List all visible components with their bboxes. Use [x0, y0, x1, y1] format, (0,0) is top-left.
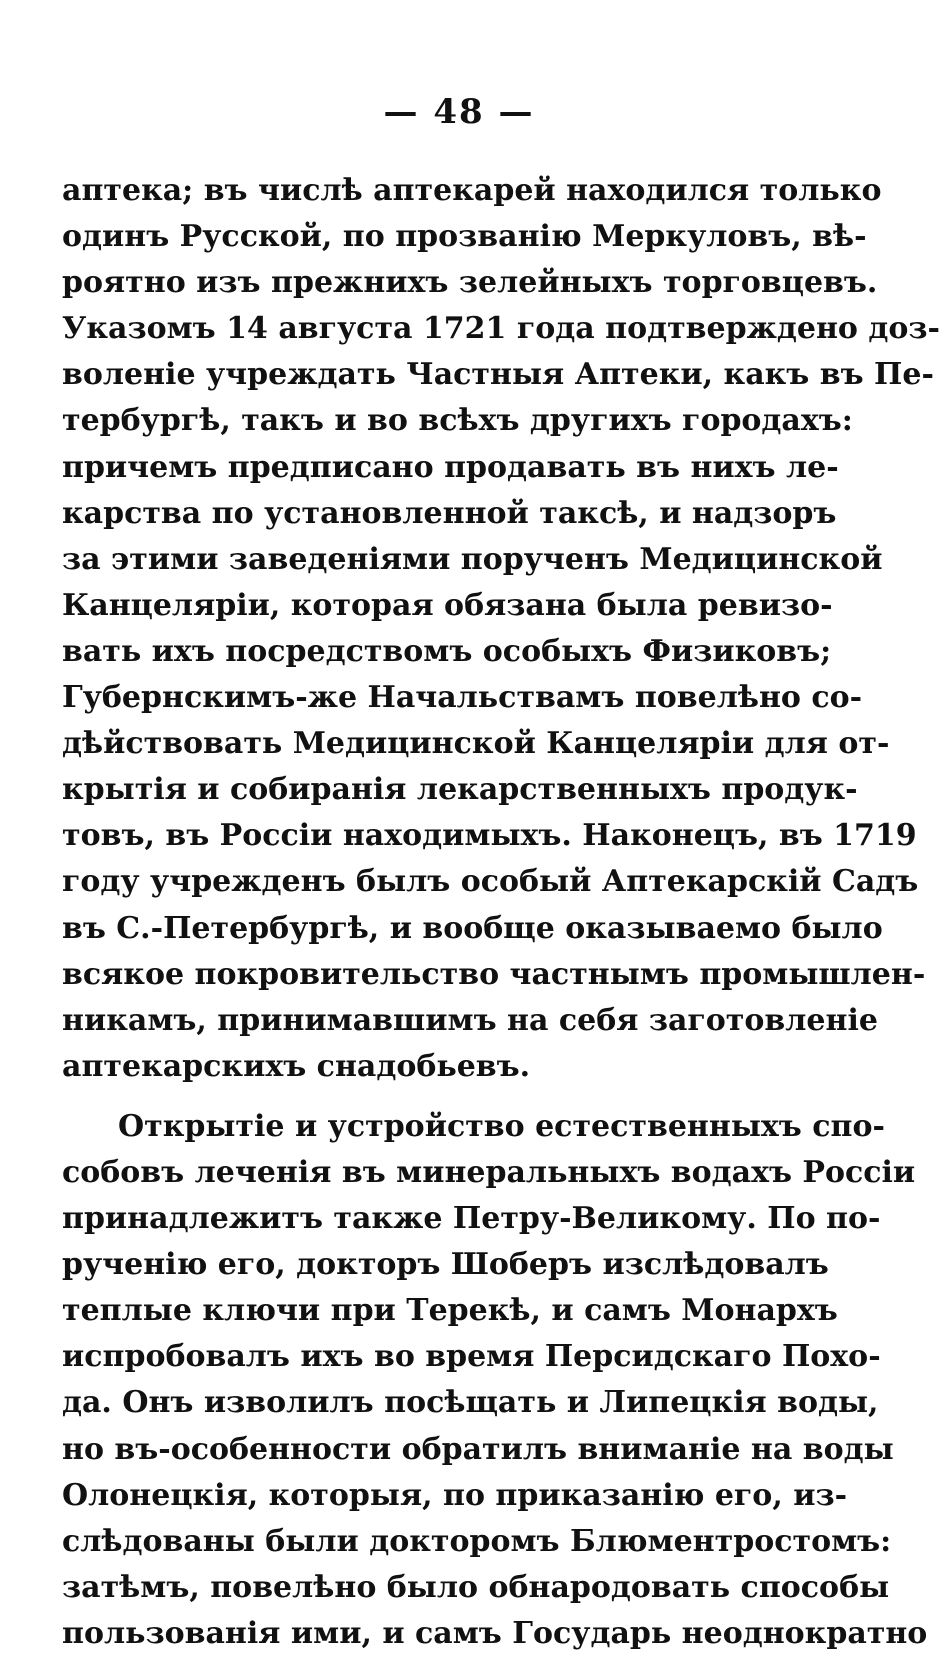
text-line: воленіе учреждать Частныя Аптеки, какъ въ Пе-	[62, 357, 934, 393]
text-line: Открытіе и устройство естественныхъ спо-	[118, 1108, 885, 1144]
page-number: — 48 —	[383, 92, 535, 132]
text-line: Олонецкія, которыя, по приказанію его, из-	[62, 1477, 848, 1513]
text-line: аптека; въ числѣ аптекарей находился только	[62, 173, 882, 208]
text-line: испробовалъ ихъ во время Персидскаго Похо-	[62, 1339, 881, 1375]
paragraph-2	[62, 1104, 928, 1657]
text-line: дѣйствовать Медицинской Канцеляріи для от-	[62, 726, 890, 762]
text-line: Канцеляріи, которая обязана была ревизо-	[62, 587, 833, 623]
text-line: карства по установленной таксѣ, и надзоръ	[62, 495, 837, 531]
text-line: всякое покровительство частнымъ промышлен-	[62, 956, 926, 992]
paragraph-1	[62, 168, 940, 1090]
text-line: тербургѣ, такъ и во всѣхъ другихъ городахъ:	[62, 403, 853, 439]
text-line: аптекарскихъ снадобьевъ.	[62, 1048, 531, 1084]
body-text	[62, 168, 940, 1657]
text-line: принадлежитъ также Петру-Великому. По по-	[62, 1201, 881, 1237]
text-line: причемъ предписано продавать въ нихъ ле-	[62, 449, 839, 485]
text-line: вать ихъ посредствомъ особыхъ Физиковъ;	[62, 633, 832, 669]
text-line: крытія и собиранія лекарственныхъ продук-	[62, 772, 858, 808]
text-line: рученію его, докторъ Шоберъ изслѣдовалъ	[62, 1247, 829, 1283]
text-line: за этими заведеніями порученъ Медицинской	[62, 541, 883, 577]
text-line: одинъ Русской, по прозванію Меркуловъ, вѣ-	[62, 219, 867, 255]
text-line: въ С.-Петербургѣ, и вообще оказываемо было	[62, 910, 883, 946]
text-line: но въ-особенности обратилъ вниманіе на воды	[62, 1431, 894, 1467]
text-line: никамъ, принимавшимъ на себя заготовленіе	[62, 1002, 878, 1038]
text-line: пользованія ими, и самъ Государь неоднократно	[62, 1615, 928, 1651]
text-line: да. Онъ изволилъ посѣщать и Липецкія воды,	[62, 1385, 879, 1421]
text-line: собовъ леченія въ минеральныхъ водахъ Россіи	[62, 1154, 916, 1190]
text-line: Указомъ 14 августа 1721 года подтверждено доз-	[62, 311, 940, 347]
text-line: Губернскимъ-же Начальствамъ повелѣно со-	[62, 680, 863, 716]
text-line: товъ, въ Россіи находимыхъ. Наконецъ, въ 1719	[62, 818, 917, 854]
text-line: затѣмъ, повелѣно было обнародовать способы	[62, 1569, 890, 1605]
text-line: теплые ключи при Терекѣ, и самъ Монархъ	[62, 1293, 838, 1329]
text-line: роятно изъ прежнихъ зелейныхъ торговцевъ.	[62, 265, 878, 301]
text-line: слѣдованы были докторомъ Блюментростомъ:	[62, 1523, 892, 1559]
paragraph-gap	[62, 1090, 822, 1104]
text-line: году учрежденъ былъ особый Аптекарскій Садъ	[62, 864, 919, 900]
